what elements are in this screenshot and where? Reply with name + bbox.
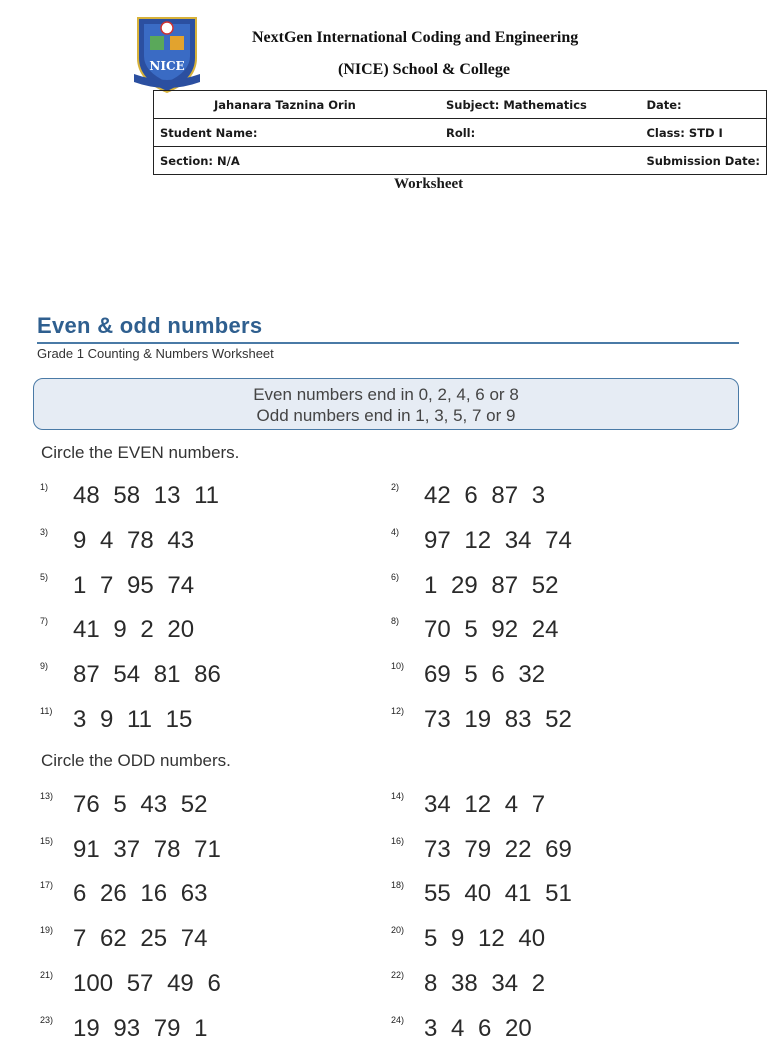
problem-numbers: 3 9 11 15 [73,706,193,733]
info-table [153,90,767,175]
rule-odd-text: Odd numbers end in 1, 3, 5, 7 or 9 [256,406,516,425]
problem-number: 5) [40,572,49,582]
problem-numbers: 100 57 49 6 [73,970,221,997]
problem-number: 11) [40,706,53,716]
rule-even-text: Even numbers end in 0, 2, 4, 6 or 8 [253,385,519,404]
odd-section-heading: Circle the ODD numbers. [41,751,231,770]
title-divider [37,342,739,344]
problem-numbers: 41 9 2 20 [73,616,195,643]
problem-numbers: 97 12 34 74 [424,527,572,554]
problem-numbers: 69 5 6 32 [424,661,546,688]
problem-number: 13) [40,791,54,801]
problem-numbers: 3 4 6 20 [424,1015,532,1042]
rule-box [33,378,739,430]
school-name-line-2: (NICE) School & College [338,61,510,78]
problem-number: 7) [40,616,49,626]
problem-numbers: 34 12 4 7 [424,791,546,818]
problem-number: 24) [391,1015,405,1025]
student-name-field: Student Name: [160,125,258,140]
info-row-3 [154,147,767,175]
worksheet-title: Even & odd numbers [37,313,263,338]
problem-number: 23) [40,1015,54,1025]
problem-number: 10) [391,661,405,671]
info-row-2 [154,119,767,147]
problem-numbers: 6 26 16 63 [73,880,208,907]
class-field: Class: STD I [646,125,723,140]
roll-field: Roll: [445,125,476,140]
problem-numbers: 55 40 41 51 [424,880,572,907]
problem-number: 3) [40,527,49,537]
problem-numbers: 70 5 92 24 [424,616,559,643]
problem-number: 18) [391,880,405,890]
problem-numbers: 8 38 34 2 [424,970,546,997]
problem-numbers: 48 58 13 11 [73,482,220,509]
document-title: Worksheet [394,176,464,192]
problem-number: 15) [40,836,54,846]
problem-numbers: 1 29 87 52 [424,572,559,599]
info-row-1 [154,91,767,119]
problem-numbers: 5 9 12 40 [424,925,546,952]
problem-number: 21) [40,970,54,980]
submission-date-field: Submission Date: [646,153,760,168]
problem-numbers: 9 4 78 43 [73,527,195,554]
teacher-name: Jahanara Taznina Orin [214,97,356,112]
svg-text:NICE: NICE [149,59,185,73]
problem-numbers: 91 37 78 71 [73,836,221,863]
problem-numbers: 73 79 22 69 [424,836,572,863]
problem-numbers: 73 19 83 52 [424,706,572,733]
problem-number: 12) [391,706,405,716]
problem-numbers: 76 5 43 52 [73,791,208,818]
problem-number: 1) [40,482,49,492]
problem-numbers: 87 54 81 86 [73,661,221,688]
worksheet-subtitle: Grade 1 Counting & Numbers Worksheet [37,346,274,361]
problem-number: 22) [391,970,405,980]
subject-field: Subject: Mathematics [445,97,587,112]
problem-numbers: 42 6 87 3 [424,482,546,509]
problem-number: 9) [40,661,49,671]
problem-number: 2) [391,482,400,492]
school-logo [130,10,204,94]
section-field: Section: N/A [160,153,240,168]
even-section-heading: Circle the EVEN numbers. [41,443,240,462]
problem-numbers: 1 7 95 74 [73,572,195,599]
school-name-line-1: NextGen International Coding and Engineering [252,29,579,46]
problem-number: 19) [40,925,54,935]
date-field: Date: [646,97,682,112]
problem-number: 6) [391,572,400,582]
problem-number: 8) [391,616,400,626]
problem-number: 16) [391,836,405,846]
problem-numbers: 19 93 79 1 [73,1015,208,1042]
problem-number: 20) [391,925,405,935]
problem-number: 4) [391,527,400,537]
problem-numbers: 7 62 25 74 [73,925,208,952]
problem-number: 14) [391,791,405,801]
problem-number: 17) [40,880,54,890]
